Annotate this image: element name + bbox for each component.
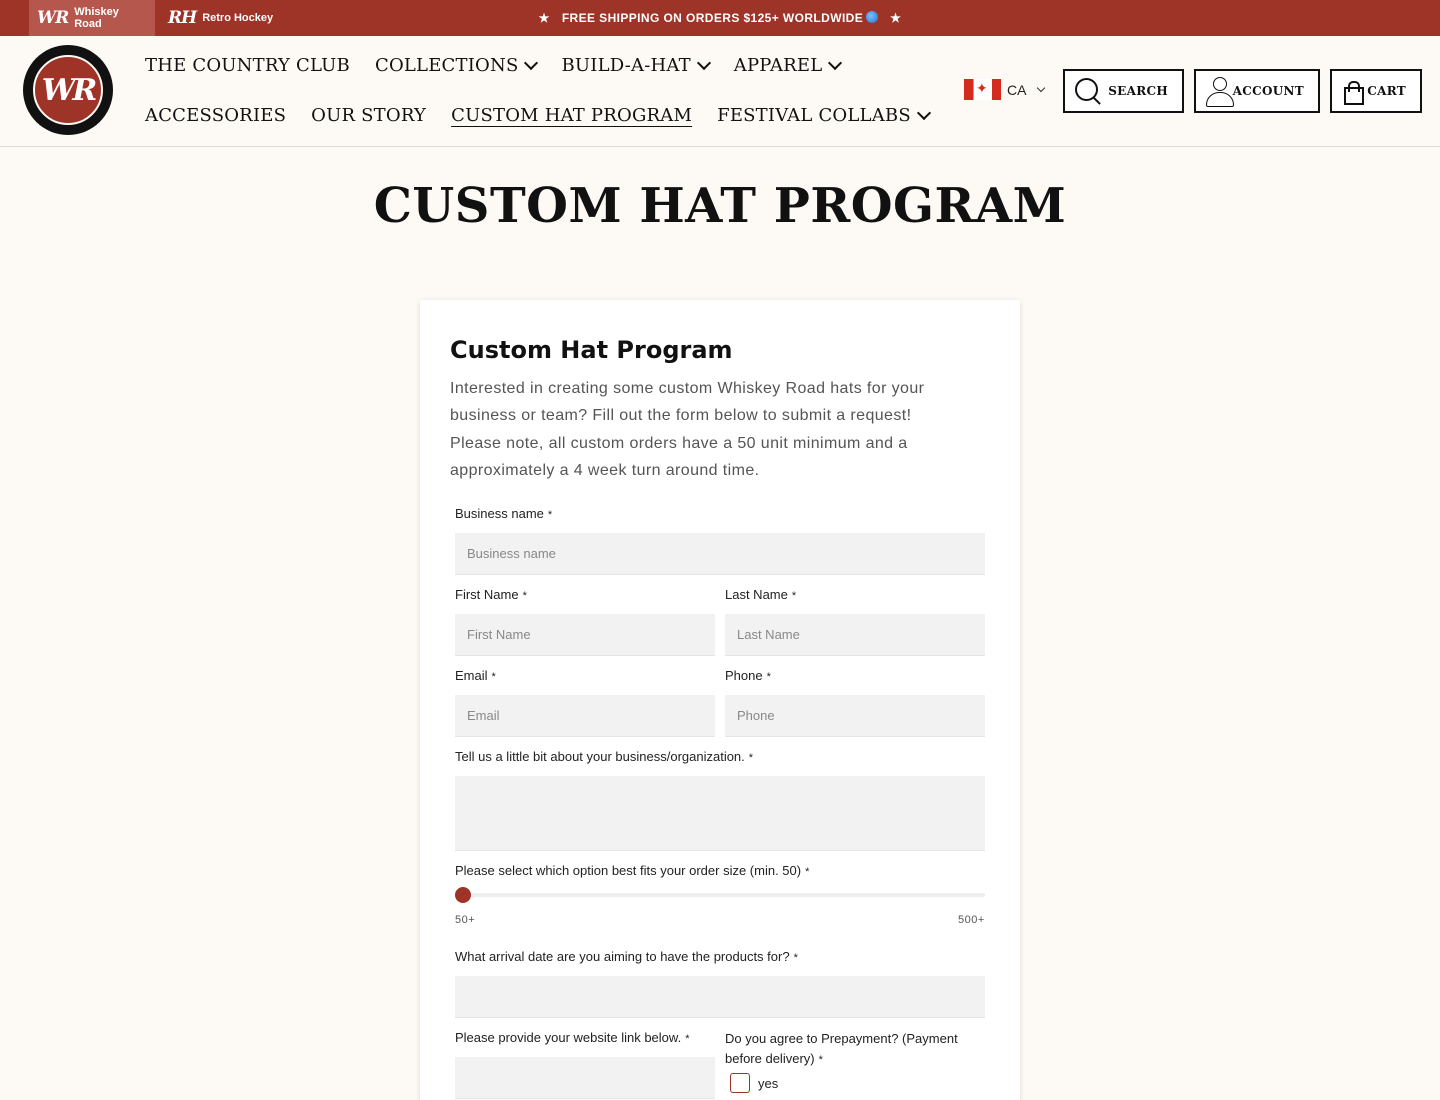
email-group [455,667,715,737]
last-name-group [725,586,985,656]
country-selector[interactable] [964,79,1044,100]
first-name-group [455,586,715,656]
main-nav-row-2 [145,105,929,126]
yes-checkbox[interactable] [730,1073,750,1093]
announcement-bar [0,0,1440,36]
yes-option-label: yes [758,1075,779,1091]
nav-apparel[interactable]: APPAREL [734,55,841,76]
cart-label: CART [1367,84,1406,98]
chevron-down-icon [1037,84,1045,92]
business-name-input[interactable] [455,533,985,575]
whiskey-road-logo-icon: WR [37,8,69,28]
prepayment-group [725,1029,985,1079]
prepayment-option-yes[interactable] [730,1073,778,1093]
search-icon [1073,76,1098,106]
order-size-label: Please select which option best fits your order size (min. 50) * [455,863,810,878]
cart-button[interactable] [1330,69,1422,113]
nav-collections[interactable]: COLLECTIONS [375,55,537,76]
nav-festival-collabs[interactable]: FESTIVAL COLLABS [717,105,929,126]
form-intro [450,375,995,484]
email-input[interactable] [455,695,715,737]
order-size-slider-track[interactable] [455,893,985,897]
page-title: CUSTOM HAT PROGRAM [373,178,1067,234]
website-group [455,1029,715,1099]
slider-max-label: 500+ [958,914,985,926]
nav-our-story[interactable]: OUR STORY [311,105,427,126]
canada-flag-icon [964,79,1001,100]
nav-build-a-hat[interactable]: BUILD-A-HAT [561,55,708,76]
last-name-input[interactable] [725,614,985,656]
main-nav-row-1 [145,55,840,76]
globe-icon [866,11,878,23]
star-icon: ★ [538,11,550,25]
site-logo[interactable] [23,45,113,135]
chevron-down-icon [697,56,711,70]
nav-custom-hat-program[interactable]: CUSTOM HAT PROGRAM [451,105,693,126]
about-group [455,748,985,851]
business-name-group [455,505,985,575]
order-size-group [455,862,985,890]
about-textarea[interactable] [455,776,985,851]
user-icon [1204,76,1223,106]
first-name-input[interactable] [455,614,715,656]
shopping-bag-icon [1342,80,1357,102]
phone-group [725,667,985,737]
intro-line-1: Interested in creating some custom Whiskey Road hats for your business or team? Fill out the form below to submit a request! [450,380,925,425]
first-name-label: First Name * [455,587,527,602]
order-size-slider-handle[interactable] [455,887,471,903]
slider-min-label: 50+ [455,914,476,926]
website-input[interactable] [455,1057,715,1099]
last-name-label: Last Name * [725,587,797,602]
arrival-date-group [455,948,985,1018]
account-button[interactable] [1194,69,1320,113]
brand-name: Whiskey Road [74,6,119,30]
logo-monogram: WR [33,55,103,125]
search-label: SEARCH [1108,84,1168,98]
business-name-label: Business name * [455,506,553,521]
arrival-date-input[interactable] [455,976,985,1018]
nav-the-country-club[interactable]: THE COUNTRY CLUB [145,55,350,76]
brand-tab-whiskey-road[interactable] [29,0,155,36]
search-button[interactable] [1063,69,1184,113]
retro-hockey-logo-icon: RH [168,8,197,28]
announcement-text[interactable]: FREE SHIPPING ON ORDERS $125+ WORLDWIDE [562,11,878,25]
star-icon: ★ [890,11,902,25]
country-code: CA [1007,81,1027,98]
chevron-down-icon [917,106,931,120]
form-heading: Custom Hat Program [450,336,733,364]
phone-input[interactable] [725,695,985,737]
chevron-down-icon [524,56,538,70]
chevron-down-icon [828,56,842,70]
email-label: Email * [455,668,496,683]
about-label: Tell us a little bit about your business/organization. * [455,749,754,764]
brand-name: Retro Hockey [202,12,274,24]
arrival-date-label: What arrival date are you aiming to have the products for? * [455,949,798,964]
phone-label: Phone * [725,668,771,683]
website-label: Please provide your website link below. * [455,1030,690,1045]
site-header [0,36,1440,147]
brand-tab-retro-hockey[interactable] [160,0,281,36]
nav-accessories[interactable]: ACCESSORIES [145,105,287,126]
account-label: ACCOUNT [1232,84,1304,98]
intro-line-2: Please note, all custom orders have a 50 unit minimum and a approximately a 4 week turn around time. [450,434,908,479]
prepayment-label: Do you agree to Prepayment? (Payment before delivery) * [725,1031,958,1066]
